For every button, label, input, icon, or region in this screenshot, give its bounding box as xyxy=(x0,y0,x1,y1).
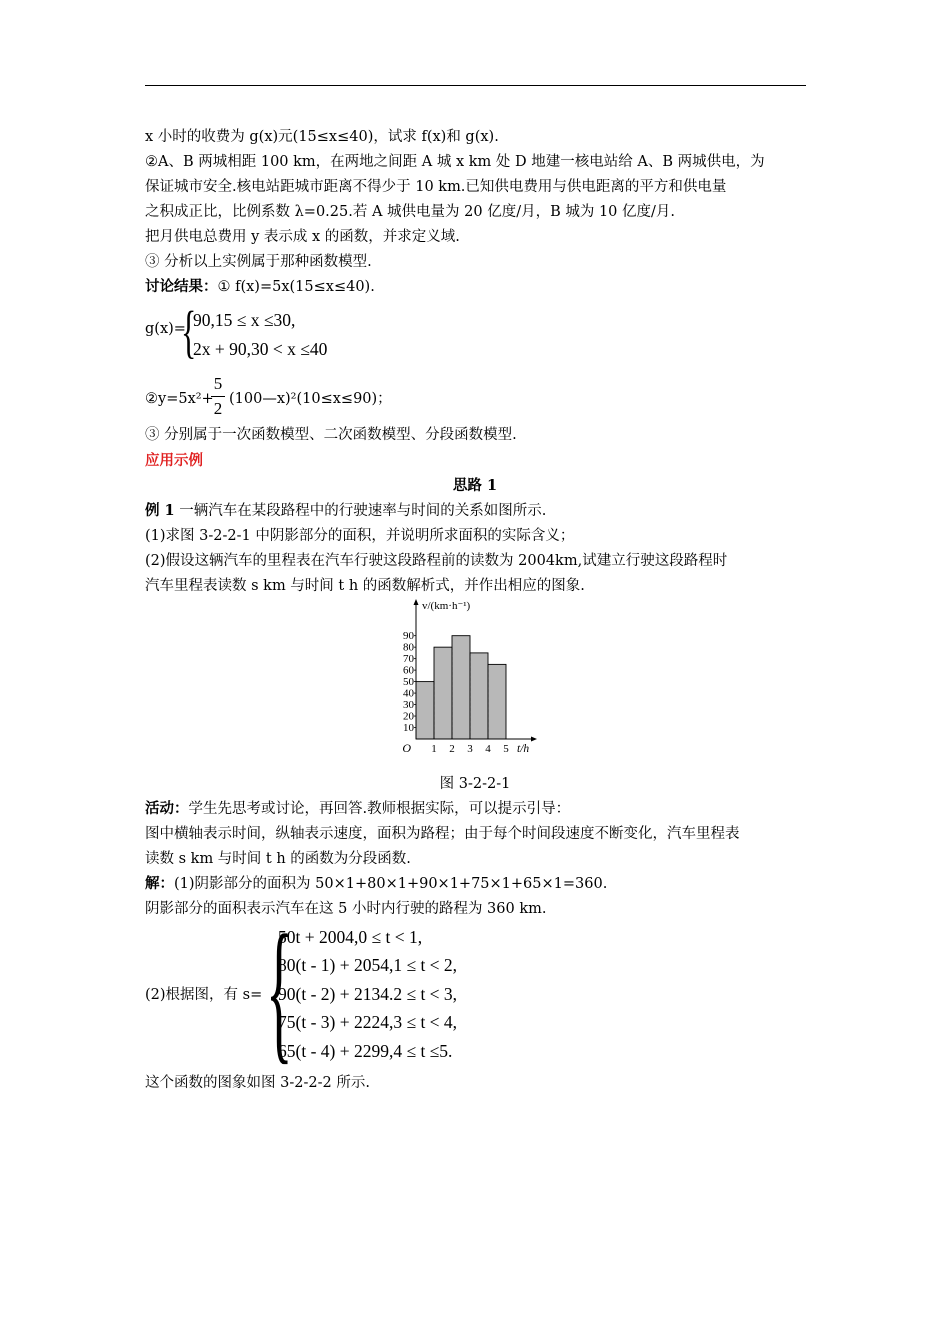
y-tick-label: 40 xyxy=(403,687,414,700)
x-tick-label: 4 xyxy=(485,743,491,755)
speed-time-chart xyxy=(395,597,560,757)
y-prefix: ②y=5x²+ xyxy=(145,391,214,407)
y-tick-label: 60 xyxy=(403,664,414,677)
bar xyxy=(470,653,488,739)
bar xyxy=(452,636,470,739)
x-axis-arrow xyxy=(531,737,537,742)
fraction xyxy=(211,374,225,419)
s-case: 90(t - 2) + 2134.2 ≤ t < 3, xyxy=(278,984,458,1004)
header-rule xyxy=(145,85,806,86)
y-axis-label: v/(km·h⁻¹) xyxy=(422,600,471,612)
x-tick-label: 2 xyxy=(449,743,455,755)
text-line: 把月供电总费用 y 表示成 x 的函数，并求定义域. xyxy=(145,229,460,245)
text-line: 保证城市安全.核电站距城市距离不得少于 10 km.已知供电费用与供电距离的平方和供电量 xyxy=(145,179,727,195)
text-line: 阴影部分的面积表示汽车在这 5 小时内行驶的路程为 360 km. xyxy=(145,901,547,917)
text-line: 读数 s km 与时间 t h 的函数为分段函数. xyxy=(145,851,411,867)
text-line: 汽车里程表读数 s km 与时间 t h 的函数解析式，并作出相应的图象. xyxy=(145,578,585,594)
g-case-2: 2x + 90,30 < x ≤40 xyxy=(193,339,328,359)
discussion-line xyxy=(145,278,375,296)
text-line: ③ 分别属于一次函数模型、二次函数模型、分段函数模型. xyxy=(145,427,517,443)
g-prefix: g(x)= xyxy=(145,321,186,337)
origin-label: O xyxy=(402,741,411,755)
activity-line xyxy=(145,800,570,818)
s-prefix: (2)根据图，有 s= xyxy=(145,987,263,1003)
figure-caption: 图 3-2-2-1 xyxy=(439,776,511,792)
s-case: 50t + 2004,0 ≤ t < 1, xyxy=(278,927,423,947)
discussion-label: 讨论结果： xyxy=(145,278,218,295)
y-tick-label: 20 xyxy=(403,710,414,723)
x-tick-label: 5 xyxy=(503,743,509,755)
solution-text: (1)阴影部分的面积为 50×1+80×1+90×1+75×1+65×1=360. xyxy=(174,876,608,892)
bar xyxy=(488,664,506,739)
section-title: 应用示例 xyxy=(145,452,203,469)
g-case-1: 90,15 ≤ x ≤30, xyxy=(193,310,296,330)
y-suffix: (100—x)²(10≤x≤90)； xyxy=(229,391,392,407)
s-case: 75(t - 3) + 2224,3 ≤ t < 4, xyxy=(278,1012,458,1032)
y-tick-label: 30 xyxy=(403,699,414,712)
solution-line xyxy=(145,875,607,893)
example-line xyxy=(145,502,546,520)
x-tick-label: 1 xyxy=(431,743,437,755)
text-line: (1)求图 3-2-2-1 中阴影部分的面积，并说明所求面积的实际含义； xyxy=(145,528,575,544)
activity-text: 学生先思考或讨论，再回答.教师根据实际，可以提示引导： xyxy=(188,801,571,817)
text-line: 之积成正比，比例系数 λ=0.25.若 A 城供电量为 20 亿度/月，B 城为 10 亿度/月. xyxy=(145,204,676,220)
bar xyxy=(416,682,434,739)
fraction-denominator: 2 xyxy=(213,399,223,418)
y-tick-label: 90 xyxy=(403,630,414,643)
y-tick-label: 50 xyxy=(403,676,414,689)
brace: { xyxy=(181,299,197,364)
y-tick-label: 70 xyxy=(403,653,414,666)
bar xyxy=(434,647,452,739)
y-tick-label: 80 xyxy=(403,641,414,654)
brace: { xyxy=(266,903,293,1078)
x-axis-label: t/h xyxy=(517,743,530,755)
example-label: 例 1 xyxy=(145,502,175,519)
heading: 思路 1 xyxy=(452,477,498,494)
fraction-numerator: 5 xyxy=(213,374,223,393)
y-axis-arrow xyxy=(414,599,419,605)
text-line: x 小时的收费为 g(x)元(15≤x≤40)，试求 f(x)和 g(x). xyxy=(145,129,499,145)
s-case: 65(t - 4) + 2299,4 ≤ t ≤5. xyxy=(278,1041,453,1061)
example-text: 一辆汽车在某段路程中的行驶速率与时间的关系如图所示. xyxy=(179,503,547,519)
activity-label: 活动： xyxy=(145,800,189,817)
text-line: 图中横轴表示时间，纵轴表示速度，面积为路程；由于每个时间段速度不断变化，汽车里程表 xyxy=(145,826,740,842)
text-line: 这个函数的图象如图 3-2-2-2 所示. xyxy=(145,1075,370,1091)
x-tick-label: 3 xyxy=(467,743,473,755)
text-line: ②A、B 两城相距 100 km，在两地之间距 A 城 x km 处 D 地建一核电站给 A、B 两城供电，为 xyxy=(145,154,765,170)
text-line: (2)假设这辆汽车的里程表在汽车行驶这段路程前的读数为 2004km,试建立行驶这段路程时 xyxy=(145,553,728,569)
discussion-text: ① f(x)=5x(15≤x≤40). xyxy=(217,279,375,295)
text-line: ③ 分析以上实例属于那种函数模型. xyxy=(145,254,372,270)
s-case: 80(t - 1) + 2054,1 ≤ t < 2, xyxy=(278,955,458,975)
solution-label: 解： xyxy=(145,875,174,892)
y-tick-label: 10 xyxy=(403,722,414,735)
